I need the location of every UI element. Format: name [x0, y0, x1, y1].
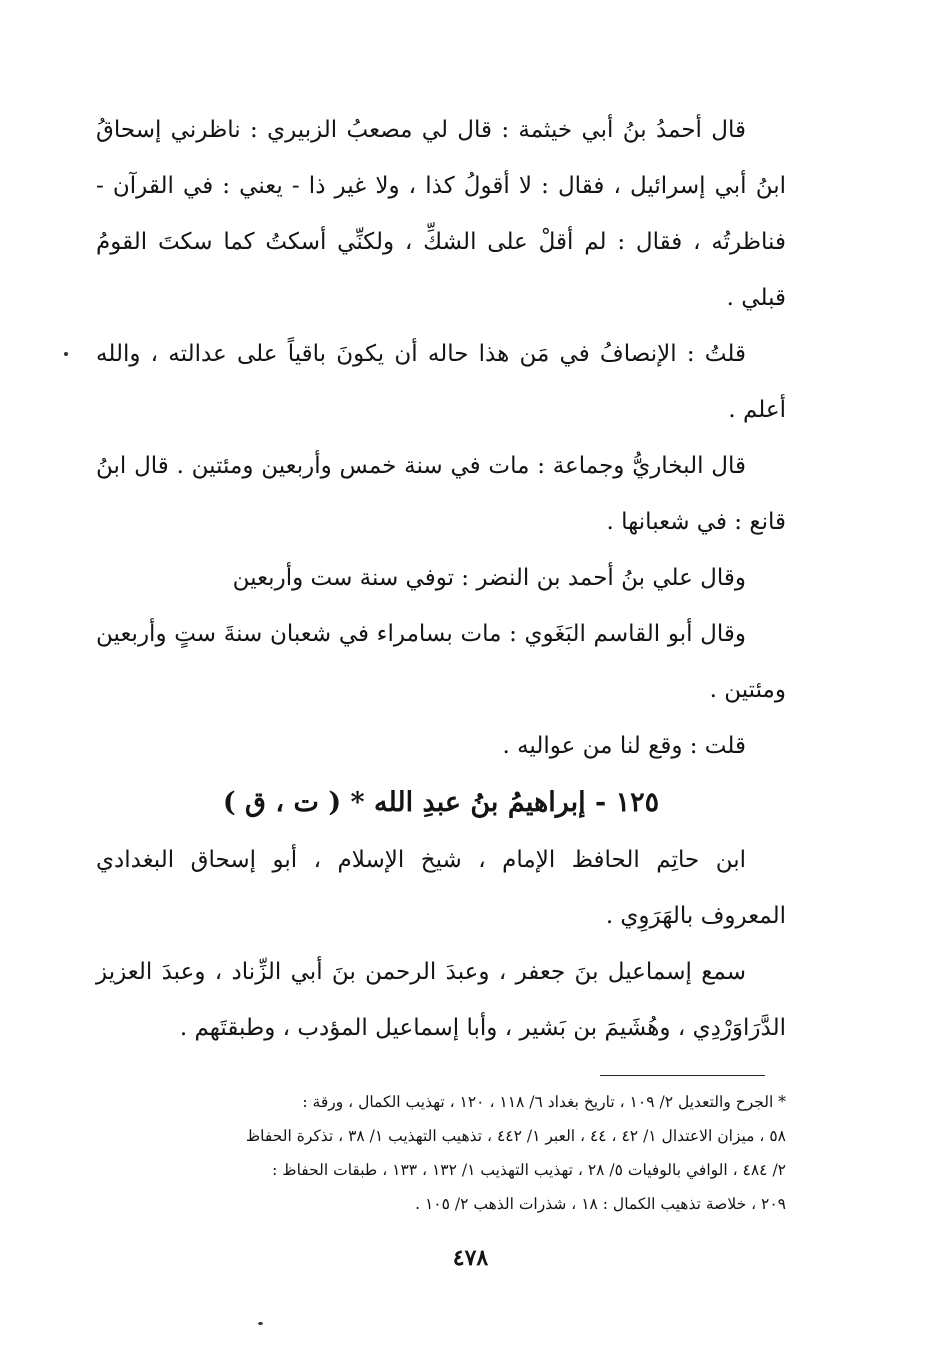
- paragraph-awali: قلت : وقع لنا من عواليه .: [502, 733, 746, 759]
- footnote-line: ٢/ ٤٨٤ ، الوافي بالوفيات ٥/ ٢٨ ، تهذيب التهذيب ١/ ١٣٢ ، ١٣٣ ، طبقات الحفاظ :: [272, 1161, 786, 1179]
- footnotes-block: [96, 1085, 786, 1221]
- entry-heading: ١٢٥ - إبراهيمُ بنُ عبدِ الله * ( ت ، ق ): [222, 787, 660, 818]
- paragraph-ali-ibn-ahmad: وقال علي بنُ أحمد بن النضر : توفي سنة ست وأربعين: [232, 565, 746, 591]
- footnote-divider: [600, 1075, 765, 1076]
- page-number: ٤٧٨: [452, 1245, 489, 1271]
- entry-text-block: [96, 832, 786, 1056]
- footnote-line: * الجرح والتعديل ٢/ ١٠٩ ، تاريخ بغداد ٦/ ١١٨ ، ١٢٠ ، تهذيب الكمال ، ورقة :: [302, 1093, 786, 1111]
- paragraph-entry-teachers: سمع إسماعيل بنَ جعفر ، وعبدَ الرحمن بنَ أبي الزِّناد ، وعبدَ العزيز الدَّرَاوَرْدِي ، وهُشَيمَ بن بَشير ، وأبا إسماعيل المؤدب ، وطبقتَهم .: [96, 959, 786, 1041]
- footnote-line: ٢٠٩ ، خلاصة تذهيب الكمال : ١٨ ، شذرات الذهب ٢/ ١٠٥ .: [415, 1195, 786, 1213]
- scan-speck: [258, 1322, 263, 1325]
- paragraph-baghawi: وقال أبو القاسم البَغَوي : مات بسامراء في شعبان سنةَ ستٍ وأربعين ومئتين .: [96, 621, 786, 703]
- paragraph-ibn-abi-khaythama: قال أحمدُ بنُ أبي خيثمة : قال لي مصعبُ الزبيري : ناظرني إسحاقُ ابنُ أبي إسرائيل ، فقال : لا أقولُ كذا ، ولا غير ذا - يعني : في القرآن - فناظرتُه ، فقال : لم أقلْ على الشكِّ ، ولكنِّي أسكتُ كما سكتَ القومُ قبلي .: [96, 117, 786, 311]
- footnote-line: ٥٨ ، ميزان الاعتدال ١/ ٤٢ ، ٤٤ ، العبر ١/ ٤٤٢ ، تذهيب التهذيب ١/ ٣٨ ، تذكرة الحفاظ: [245, 1127, 786, 1145]
- main-text-block: [96, 102, 786, 774]
- paragraph-insaf: قلتُ : الإنصافُ في مَن هذا حاله أن يكونَ باقياً على عدالته ، والله أعلم .: [96, 341, 786, 423]
- paragraph-entry-intro: ابن حاتِم الحافظ الإمام ، شيخ الإسلام ، أبو إسحاق البغدادي المعروف بالهَرَوِي .: [96, 847, 786, 929]
- paragraph-bukhari-death: قال البخاريُّ وجماعة : مات في سنة خمس وأربعين ومئتين . قال ابنُ قانع : في شعبانها .: [96, 453, 786, 535]
- scan-speck: [64, 352, 68, 356]
